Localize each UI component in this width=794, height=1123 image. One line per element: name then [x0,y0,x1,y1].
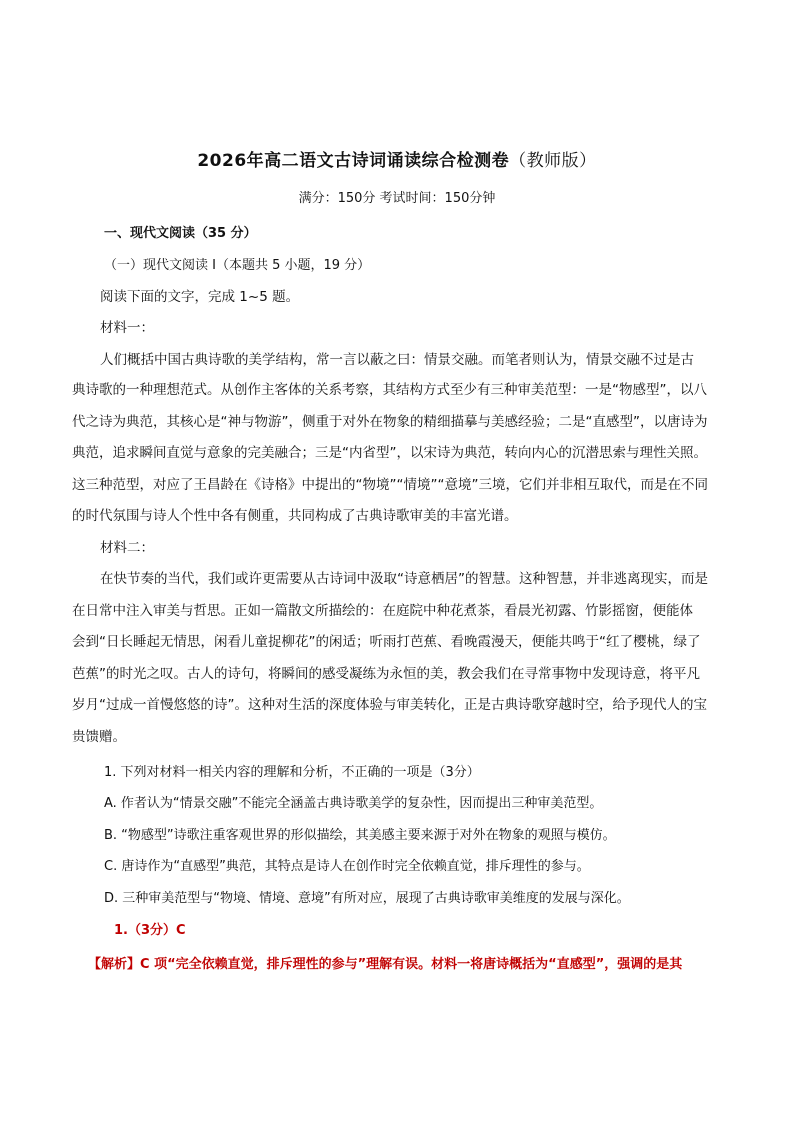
material2-line: 岁月“过成一首慢悠悠的诗”。这种对生活的深度体验与审美转化，正是古典诗歌穿越时空，给予现代人的宝 [72,697,707,713]
material1-line: 这三种范型，对应了王昌龄在《诗格》中提出的“物境”“情境”“意境”三境，它们并非相互取代，而是在不同 [72,477,708,493]
material1-line: 代之诗为典范，其核心是“神与物游”，侧重于对外在物象的精细描摹与美感经验；二是“直感型”，以唐诗为 [72,414,708,430]
material2-line: 在日常中注入审美与哲思。正如一篇散文所描绘的：在庭院中种花煮茶，看晨光初露、竹影摇窗，便能体 [72,603,693,619]
analysis-text: C 项“完全依赖直觉，排斥理性的参与”理解有误。材料一将唐诗概括为“直感型”，强调的是其 [140,957,683,972]
option-c: C. 唐诗作为“直感型”典范，其特点是诗人在创作时完全依赖直觉，排斥理性的参与。 [104,859,590,874]
question-stem: 1. 下列对材料一相关内容的理解和分析，不正确的一项是（3分） [104,765,480,780]
material1-line: 典诗歌的一种理想范式。从创作主客体的关系考察，其结构方式至少有三种审美范型：一是“物感型”，以八 [72,382,707,398]
material2-line: 贵馈赠。 [72,729,126,745]
analysis-label: 【解析】 [88,957,141,972]
material2-line: 会到“日长睡起无情思，闲看儿童捉柳花”的闲适；听雨打芭蕉、看晚霞漫天，便能共鸣于“红了樱桃，绿了 [72,634,701,650]
title-suffix: （教师版） [509,151,597,171]
option-b: B. “物感型”诗歌注重客观世界的形似描绘，其美感主要来源于对外在物象的观照与模仿。 [104,828,616,843]
option-d: D. 三种审美范型与“物境、情境、意境”有所对应，展现了古典诗歌审美维度的发展与深化。 [104,891,630,906]
material1-line: 典范，追求瞬间直觉与意象的完美融合；三是“内省型”，以宋诗为典范，转向内心的沉潜思索与理性关照。 [72,445,707,461]
material1-line: 人们概括中国古典诗歌的美学结构，常一言以蔽之曰：情景交融。而笔者则认为，情景交融不过是古 [100,352,694,368]
document-title [0,146,794,171]
material2-line: 芭蕉”的时光之叹。古人的诗句，将瞬间的感受凝练为永恒的美，教会我们在寻常事物中发现诗意，将平凡 [72,666,700,682]
option-a: A. 作者认为“情景交融”不能完全涵盖古典诗歌美学的复杂性，因而提出三种审美范型。 [104,796,603,811]
section-heading: 一、现代文阅读（35 分） [104,226,257,241]
material2-line: 在快节奏的当代，我们或许更需要从古诗词中汲取“诗意栖居”的智慧。这种智慧，并非逃离现实，而是 [100,571,708,587]
answer-line: 1.（3分）C [114,923,186,938]
title-main: 2026年高二语文古诗词诵读综合检测卷 [197,151,510,171]
exam-meta: 满分：150分 考试时间：150分钟 [298,191,496,206]
material1-line: 的时代氛围与诗人个性中各有侧重，共同构成了古典诗歌审美的丰富光谱。 [72,508,518,524]
material2-label: 材料二： [100,540,154,556]
material1-label: 材料一： [100,320,154,336]
analysis-line [88,955,740,975]
reading-instruction: 阅读下面的文字，完成 1~5 题。 [100,289,300,305]
sub-section-heading: （一）现代文阅读 I（本题共 5 小题，19 分） [104,258,371,273]
